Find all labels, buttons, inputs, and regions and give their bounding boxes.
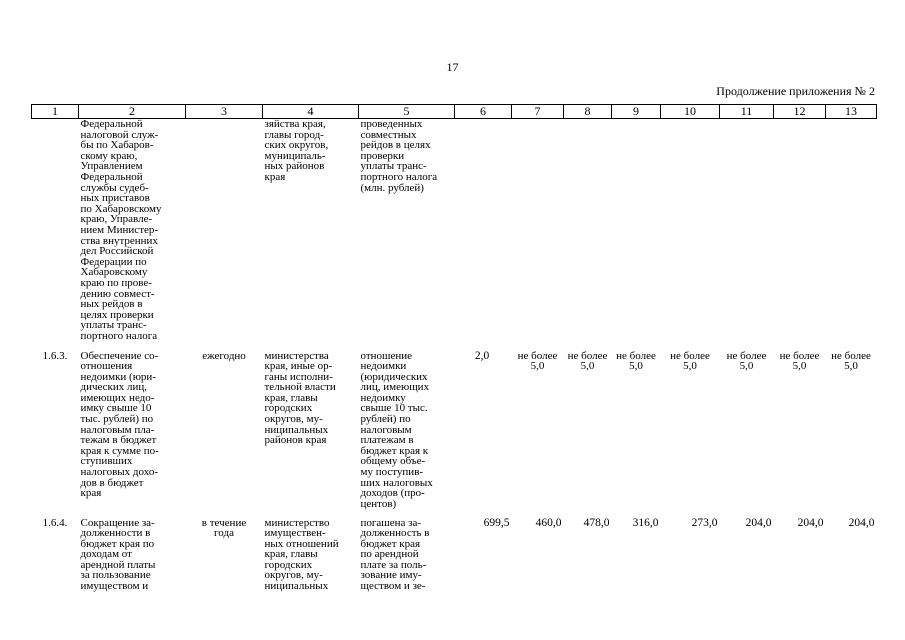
cell-value: 699,5 bbox=[483, 516, 510, 529]
cell-executor: министерство имуществен- ных отношений края, главы городских округов, му- ниципальных bbox=[264, 516, 339, 593]
program-table bbox=[31, 104, 877, 598]
cell-value: не более 5,0 bbox=[779, 349, 820, 373]
cell-measure: Сокращение за- долженности в бюджет края по доходам от арендной платы за пользование имуществом и bbox=[80, 516, 156, 593]
col-header: 10 bbox=[661, 105, 720, 119]
col-header: 7 bbox=[512, 105, 564, 119]
cell-value bbox=[826, 119, 877, 351]
table-row bbox=[32, 119, 877, 351]
cell-indicator: отношение недоимки (юридических лиц, имеющих недоимку свыше 10 тыс. рублей) по налоговым платежам в бюджет края к общему объе- му поступив- ших налоговых доходов (про- центов) bbox=[360, 349, 433, 510]
cell-value bbox=[564, 119, 612, 351]
cell-code: 1.6.4. bbox=[42, 516, 68, 529]
cell-measure: Федеральной налоговой служ- бы по Хабаров- скому краю, Управлением Федеральной службы судеб- ных приставов по Хабаровскому краю, Управле- нием Министер- ства внутренних дел Российской Федерации по Хабаровскому краю по прове- дению совмест- ных рейдов в целях проверки уплаты транс- портного налога bbox=[80, 118, 162, 342]
cell-value: 204,0 bbox=[797, 516, 824, 529]
cell-measure: Обеспечение со- отношения недоимки (юри- дических лиц, имеющих недо- имку свыше 10 тыс. рублей) по налоговым пла- тежам в бюджет края к сумме по- ступивших налоговых дохо- дов в бюджет края bbox=[80, 349, 159, 500]
cell-value: 273,0 bbox=[691, 516, 718, 529]
cell-value bbox=[661, 119, 720, 351]
cell-indicator: проведенных совместных рейдов в целях проверки уплаты транс- портного налога (млн. рублей) bbox=[360, 118, 438, 194]
cell-value: не более 5,0 bbox=[616, 349, 656, 373]
col-header: 6 bbox=[455, 105, 512, 119]
col-header: 3 bbox=[186, 105, 263, 119]
cell-value bbox=[455, 119, 512, 351]
continuation-caption: Продолжение приложения № 2 bbox=[716, 84, 875, 98]
cell-executor: министерства края, иные ор- ганы исполни- тельной власти края, главы городских округов, му- ниципальных районов края bbox=[264, 349, 336, 447]
col-header: 5 bbox=[359, 105, 455, 119]
page-number: 17 bbox=[446, 60, 459, 74]
col-header: 1 bbox=[32, 105, 79, 119]
cell-value: 2,0 bbox=[474, 349, 490, 362]
col-header: 9 bbox=[612, 105, 661, 119]
col-header: 4 bbox=[263, 105, 359, 119]
cell-value: 478,0 bbox=[583, 516, 610, 529]
cell-value: 460,0 bbox=[535, 516, 562, 529]
cell-value: не более 5,0 bbox=[670, 349, 710, 373]
col-header: 2 bbox=[79, 105, 186, 119]
cell-term: ежегодно bbox=[202, 349, 246, 362]
cell-value bbox=[612, 119, 661, 351]
cell-value: 204,0 bbox=[848, 516, 875, 529]
cell-code: 1.6.3. bbox=[42, 349, 68, 362]
col-header: 13 bbox=[826, 105, 877, 119]
cell-executor: зяйства края, главы город- ских округов, муниципаль- ных районов края bbox=[264, 118, 329, 183]
cell-value: 204,0 bbox=[745, 516, 772, 529]
cell-value: не более 5,0 bbox=[831, 349, 871, 373]
cell-term bbox=[186, 119, 263, 351]
cell-term: в течение года bbox=[201, 516, 247, 540]
col-header: 12 bbox=[774, 105, 826, 119]
cell-value: не более 5,0 bbox=[567, 349, 608, 373]
cell-code bbox=[32, 119, 79, 351]
cell-value: не более 5,0 bbox=[517, 349, 558, 373]
cell-value bbox=[774, 119, 826, 351]
table-row bbox=[32, 518, 877, 598]
table-row bbox=[32, 351, 877, 518]
column-number-row bbox=[32, 105, 877, 119]
cell-value: 316,0 bbox=[632, 516, 659, 529]
cell-value: не более 5,0 bbox=[726, 349, 767, 373]
col-header: 8 bbox=[564, 105, 612, 119]
col-header: 11 bbox=[720, 105, 774, 119]
cell-value bbox=[512, 119, 564, 351]
cell-indicator: погашена за- долженность в бюджет края по арендной плате за поль- зование иму- ществом и зе- bbox=[360, 516, 430, 593]
cell-value bbox=[720, 119, 774, 351]
